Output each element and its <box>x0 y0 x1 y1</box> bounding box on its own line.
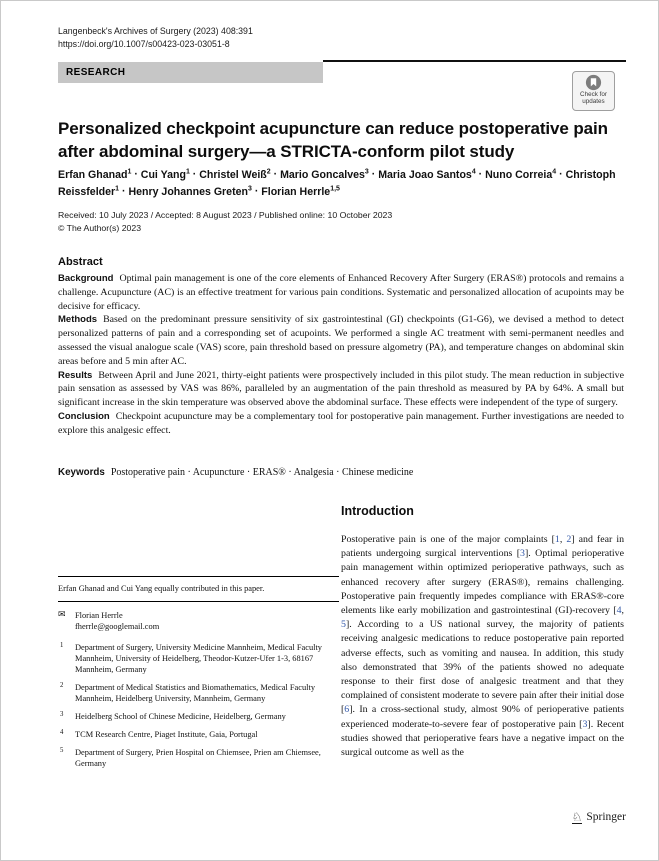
check-icon <box>585 74 602 91</box>
journal-header <box>58 25 253 51</box>
research-label: RESEARCH <box>66 67 126 78</box>
intro-text: ] and fear in patients undergoing surgical interventions [ <box>341 534 625 560</box>
intro-text: ]. Recent studies showed that perioperative fears have a negative impact on the surgical outcome as well as the <box>341 718 624 759</box>
author: Henry Johannes Greten$^3$ <box>128 185 252 198</box>
author-separator: · <box>475 168 486 181</box>
footnote-rule-bottom <box>58 601 339 602</box>
check-updates-line2: updates <box>582 98 605 105</box>
copyright-line: © The Author(s) 2023 <box>58 222 142 233</box>
springer-logo <box>499 810 626 823</box>
citation-ref[interactable]: 5 <box>341 619 346 631</box>
affiliation-text: Department of Surgery, University Medicine Mannheim, Medical Faculty Mannheim, University of Heidelberg, Theodor-Kutzer-Ufer 1-3, 68167 Mannheim, Germany <box>75 643 322 674</box>
author-superscript: 2 <box>266 168 271 175</box>
springer-label: Springer <box>586 811 626 823</box>
author: Mario Goncalves$^3$ <box>280 168 369 181</box>
introduction-section <box>341 504 624 760</box>
affiliation-number: 5 <box>60 747 64 754</box>
affiliation-text: Department of Medical Statistics and Biomathematics, Medical Faculty Mannheim, Heidelberg University, Mannheim, Germany <box>75 683 316 703</box>
doi-link[interactable]: https://doi.org/10.1007/s00423-023-03051-8 <box>58 39 230 49</box>
abstract-section-text: Based on the predominant pressure sensitivity of six gastrointestinal (GI) checkpoints (G1-G6), we devised a method to detect personalized patterns of pain and a corresponding set of acupoints. We performed a single AC treatment with semi-permanent needles and assessed the visual analogue scale (VAS) score, pain threshold based on pressure algometry (PA), and temperature changes on abdominal skin areas before and 5 min after AC. <box>58 314 624 367</box>
author: Erfan Ghanad$^1$ <box>58 168 132 181</box>
header-rule <box>323 60 626 62</box>
corresponding-author-email[interactable]: fherrle@googlemail.com <box>75 622 160 631</box>
abstract-section-text: Between April and June 2021, thirty-eight patients were prospectively included in this pilot study. The mean reduction in subjective pain sensation as assessed by VAS was 86%, paralleled by an augmentation of the pain threshold as measured by PA by 64%. A small but significant increase in the skin temperature was observed above the abdominal surface. These effects were independent of the type of surgery. <box>58 369 624 409</box>
citation-ref[interactable]: 2 <box>566 534 572 545</box>
springer-knight-icon: ♘ <box>571 810 583 824</box>
author-superscript: 4 <box>471 168 476 175</box>
corresponding-author-name: Florian Herrle <box>75 611 123 620</box>
journal-volume-line: Langenbeck's Archives of Surgery (2023) 408:391 <box>58 26 253 36</box>
abstract-section <box>58 313 624 368</box>
author: Maria Joao Santos$^4$ <box>378 168 476 181</box>
citation-ref[interactable]: 4 <box>616 605 622 617</box>
affiliation-list <box>58 642 339 769</box>
keyword-list: Postoperative pain · Acupuncture · ERAS® · Analgesia · Chinese medicine <box>110 467 414 478</box>
affiliation-number: 4 <box>60 729 64 736</box>
abstract-section <box>58 369 624 410</box>
affiliation-item <box>58 682 339 704</box>
affiliation-item <box>58 747 339 769</box>
equal-contribution-note: Erfan Ghanad and Cui Yang equally contributed in this paper. <box>58 584 265 593</box>
author-superscript: 4 <box>552 168 557 175</box>
abstract-section <box>58 410 624 438</box>
footnotes <box>58 576 339 776</box>
keywords-label: Keywords <box>58 467 105 478</box>
dates-block <box>58 209 623 234</box>
abstract-section-label: Conclusion <box>58 410 110 422</box>
check-updates-line1: Check for <box>580 91 607 98</box>
affiliation-number: 1 <box>60 642 64 649</box>
research-banner <box>58 62 323 83</box>
author-superscript: 3 <box>247 185 252 193</box>
author-separator: · <box>556 168 566 181</box>
abstract-section-text: Checkpoint acupuncture may be a complementary tool for postoperative pain management. Further investigations are needed to explore this analgesic effect. <box>58 410 624 436</box>
affiliation-item <box>58 729 339 740</box>
abstract-heading: Abstract <box>58 256 103 268</box>
abstract-section <box>58 272 624 313</box>
author-separator: · <box>131 168 141 181</box>
author-superscript: 1,5 <box>330 185 340 193</box>
citation-ref[interactable]: 6 <box>344 704 350 716</box>
author-list <box>58 165 623 199</box>
abstract-section-text: Optimal pain management is one of the core elements of Enhanced Recovery After Surgery (ERAS®) protocols and remains a challenge. Acupuncture (AC) is an effective treatment for various pain conditions. Systematic and personalized allocation of acupoints may be decisive for efficacy. <box>58 273 624 312</box>
footnote-rule-top <box>58 576 339 577</box>
affiliation-number: 2 <box>60 682 64 689</box>
abstract <box>58 256 624 438</box>
author-separator: · <box>270 168 281 181</box>
citation-ref[interactable]: 3 <box>582 718 588 730</box>
dates-line: Received: 10 July 2023 / Accepted: 8 August 2023 / Published online: 10 October 2023 <box>58 210 393 220</box>
author-separator: · <box>368 168 379 181</box>
intro-text: Postoperative pain is one of the major complaints [ <box>341 534 555 545</box>
author: Christoph Reissfelder$^1$ <box>58 168 616 198</box>
author-superscript: 1 <box>115 185 120 193</box>
intro-text: , <box>621 605 624 617</box>
intro-text: ]. Optimal perioperative pain management within optimized perioperative pathways, such as enhanced recovery after surgery (ERAS®), remains challenging. Postoperative pain frequently impedes compliance with ERAS®-core elements like early mobilization and gastrointestinal (GI)-recovery [ <box>341 548 624 617</box>
intro-text: ]. According to a US national survey, the majority of patients receiving analgesic medications to reduce postoperative pain reported adverse effects, such as vomiting and nausea. In addition, this study also demonstrated that 39% of the patients showed no adequate response to their first dose of analgesic treatment and that they complained of consistent moderate to severe pain after their initial dose [ <box>341 619 624 716</box>
author-separator: · <box>251 185 262 198</box>
affiliation-text: Heidelberg School of Chinese Medicine, Heidelberg, Germany <box>75 712 286 721</box>
citation-ref[interactable]: 1 <box>554 534 560 545</box>
author: Nuno Correia$^4$ <box>485 168 557 181</box>
abstract-section-label: Results <box>58 369 93 381</box>
affiliation-number: 3 <box>60 711 64 718</box>
correspondence-block <box>58 610 339 632</box>
author: Florian Herrle$^{1,5}$ <box>261 185 340 198</box>
author-superscript: 1 <box>127 168 132 175</box>
author-separator: · <box>119 185 129 198</box>
author-separator: · <box>189 168 200 181</box>
check-for-updates-badge[interactable] <box>572 71 615 111</box>
author: Cui Yang$^1$ <box>140 168 190 181</box>
intro-text: ]. In a cross-sectional study, almost 90% of perioperative patients experienced moderate-to-severe fear of postoperative pain [ <box>341 704 624 730</box>
abstract-sections <box>58 272 624 438</box>
article-title: Personalized checkpoint acupuncture can reduce postoperative pain after abdominal surgery—a STRICTA-conform pilot study <box>58 119 608 161</box>
keywords <box>58 467 624 478</box>
author-superscript: 1 <box>185 168 190 175</box>
author-superscript: 3 <box>364 168 369 175</box>
intro-text: , <box>559 534 567 545</box>
affiliation-text: Department of Surgery, Prien Hospital on Chiemsee, Prien am Chiemsee, Germany <box>75 748 321 768</box>
affiliation-text: TCM Research Centre, Piaget Institute, Gaia, Portugal <box>75 730 258 739</box>
citation-ref[interactable]: 3 <box>520 548 525 560</box>
intro-heading: Introduction <box>341 504 414 518</box>
affiliation-item <box>58 642 339 675</box>
intro-paragraph <box>341 533 624 760</box>
envelope-icon: ✉ <box>58 609 66 619</box>
affiliation-item <box>58 711 339 722</box>
abstract-section-label: Methods <box>58 314 98 326</box>
abstract-section-label: Background <box>58 273 114 284</box>
author: Christel Weiß$^2$ <box>199 168 271 181</box>
